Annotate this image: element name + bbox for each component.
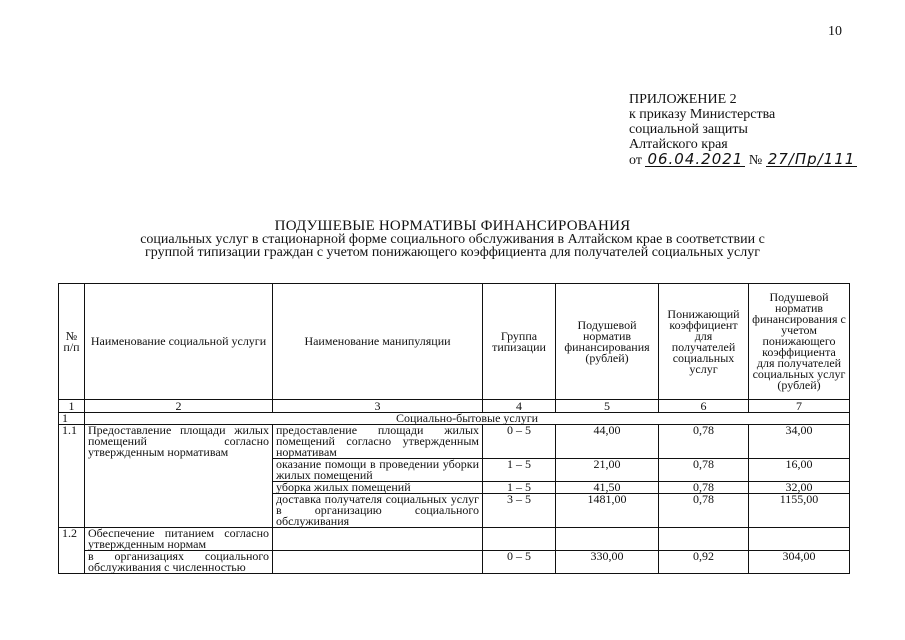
col-num-2: 2 <box>85 400 273 413</box>
table-row <box>59 528 850 551</box>
result-cell: 1155,00 <box>749 494 850 528</box>
norm-cell: 330,00 <box>556 551 659 574</box>
col-num-4: 4 <box>483 400 556 413</box>
section-title: Социально-бытовые услуги <box>85 413 850 425</box>
group-cell: 3 – 5 <box>483 494 556 528</box>
manipulation-name: оказание помощи в проведении уборки жилых помещений <box>273 459 483 482</box>
manipulation-name: уборка жилых помещений <box>273 482 483 494</box>
group-cell: 1 – 5 <box>483 459 556 482</box>
manipulation-name <box>273 551 483 574</box>
number-prefix: № <box>748 153 763 168</box>
result-cell: 304,00 <box>749 551 850 574</box>
manipulation-name: предоставление площади жилых помещений согласно утвержденным нормативам <box>273 425 483 459</box>
title-line-2: социальных услуг в стационарной форме социального обслуживания в Алтайском крае в соответствии с <box>140 232 765 247</box>
appendix-line-2: социальной защиты <box>629 122 748 137</box>
appendix-date-line <box>629 152 857 168</box>
header-norm: Подушевой норматив финансирования (рублей) <box>556 284 659 400</box>
section-num: 1 <box>59 413 85 425</box>
header-group: Группа типизации <box>483 284 556 400</box>
header-coef: Понижающий коэффициент для получателей социальных услуг <box>659 284 749 400</box>
manipulation-name: доставка получателя социальных услуг в организацию социального обслуживания <box>273 494 483 528</box>
handwritten-date: 06.04.2021 <box>647 150 744 168</box>
service-num: 1.1 <box>59 425 85 528</box>
appendix-title: ПРИЛОЖЕНИЕ 2 <box>629 92 737 107</box>
result-cell: 32,00 <box>749 482 850 494</box>
header-manipulation: Наименование манипуляции <box>273 284 483 400</box>
sub-service-name: в организациях социального обслуживания с численностью <box>85 551 273 574</box>
col-num-5: 5 <box>556 400 659 413</box>
header-row <box>59 284 850 400</box>
coef-cell: 0,78 <box>659 425 749 459</box>
header-num: № п/п <box>59 284 85 400</box>
date-prefix: от <box>629 153 642 168</box>
appendix-line-3: Алтайского края <box>629 137 728 152</box>
result-cell: 16,00 <box>749 459 850 482</box>
col-num-3: 3 <box>273 400 483 413</box>
result-cell: 34,00 <box>749 425 850 459</box>
norms-table <box>58 283 850 574</box>
col-num-6: 6 <box>659 400 749 413</box>
header-result: Подушевой норматив финансирования с учетом понижающего коэффициента для получателей социальных услуг (рублей) <box>749 284 850 400</box>
empty-cell <box>749 528 850 551</box>
service-name: Предоставление площади жилых помещений согласно утвержденным нормативам <box>85 425 273 528</box>
service-num: 1.2 <box>59 528 85 574</box>
service-name: Обеспечение питанием согласно утвержденным нормам <box>85 528 273 551</box>
empty-cell <box>556 528 659 551</box>
group-cell: 0 – 5 <box>483 425 556 459</box>
group-cell: 1 – 5 <box>483 482 556 494</box>
norm-cell: 44,00 <box>556 425 659 459</box>
norm-cell: 21,00 <box>556 459 659 482</box>
appendix-block <box>629 92 857 168</box>
empty-cell <box>273 528 483 551</box>
appendix-line-1: к приказу Министерства <box>629 107 776 122</box>
norm-cell: 1481,00 <box>556 494 659 528</box>
empty-cell <box>483 528 556 551</box>
title-line-3: группой типизации граждан с учетом понижающего коэффициента для получателей социальных услуг <box>145 245 760 260</box>
col-num-7: 7 <box>749 400 850 413</box>
handwritten-number: 27/Пр/111 <box>767 150 856 168</box>
coef-cell: 0,78 <box>659 494 749 528</box>
table-row <box>59 551 850 574</box>
table-row <box>59 425 850 459</box>
header-service: Наименование социальной услуги <box>85 284 273 400</box>
document-title <box>0 220 905 259</box>
page-number: 10 <box>828 24 842 39</box>
norm-cell: 41,50 <box>556 482 659 494</box>
coef-cell: 0,92 <box>659 551 749 574</box>
empty-cell <box>659 528 749 551</box>
group-cell: 0 – 5 <box>483 551 556 574</box>
coef-cell: 0,78 <box>659 482 749 494</box>
col-num-1: 1 <box>59 400 85 413</box>
coef-cell: 0,78 <box>659 459 749 482</box>
title-line-1: ПОДУШЕВЫЕ НОРМАТИВЫ ФИНАНСИРОВАНИЯ <box>274 218 631 234</box>
